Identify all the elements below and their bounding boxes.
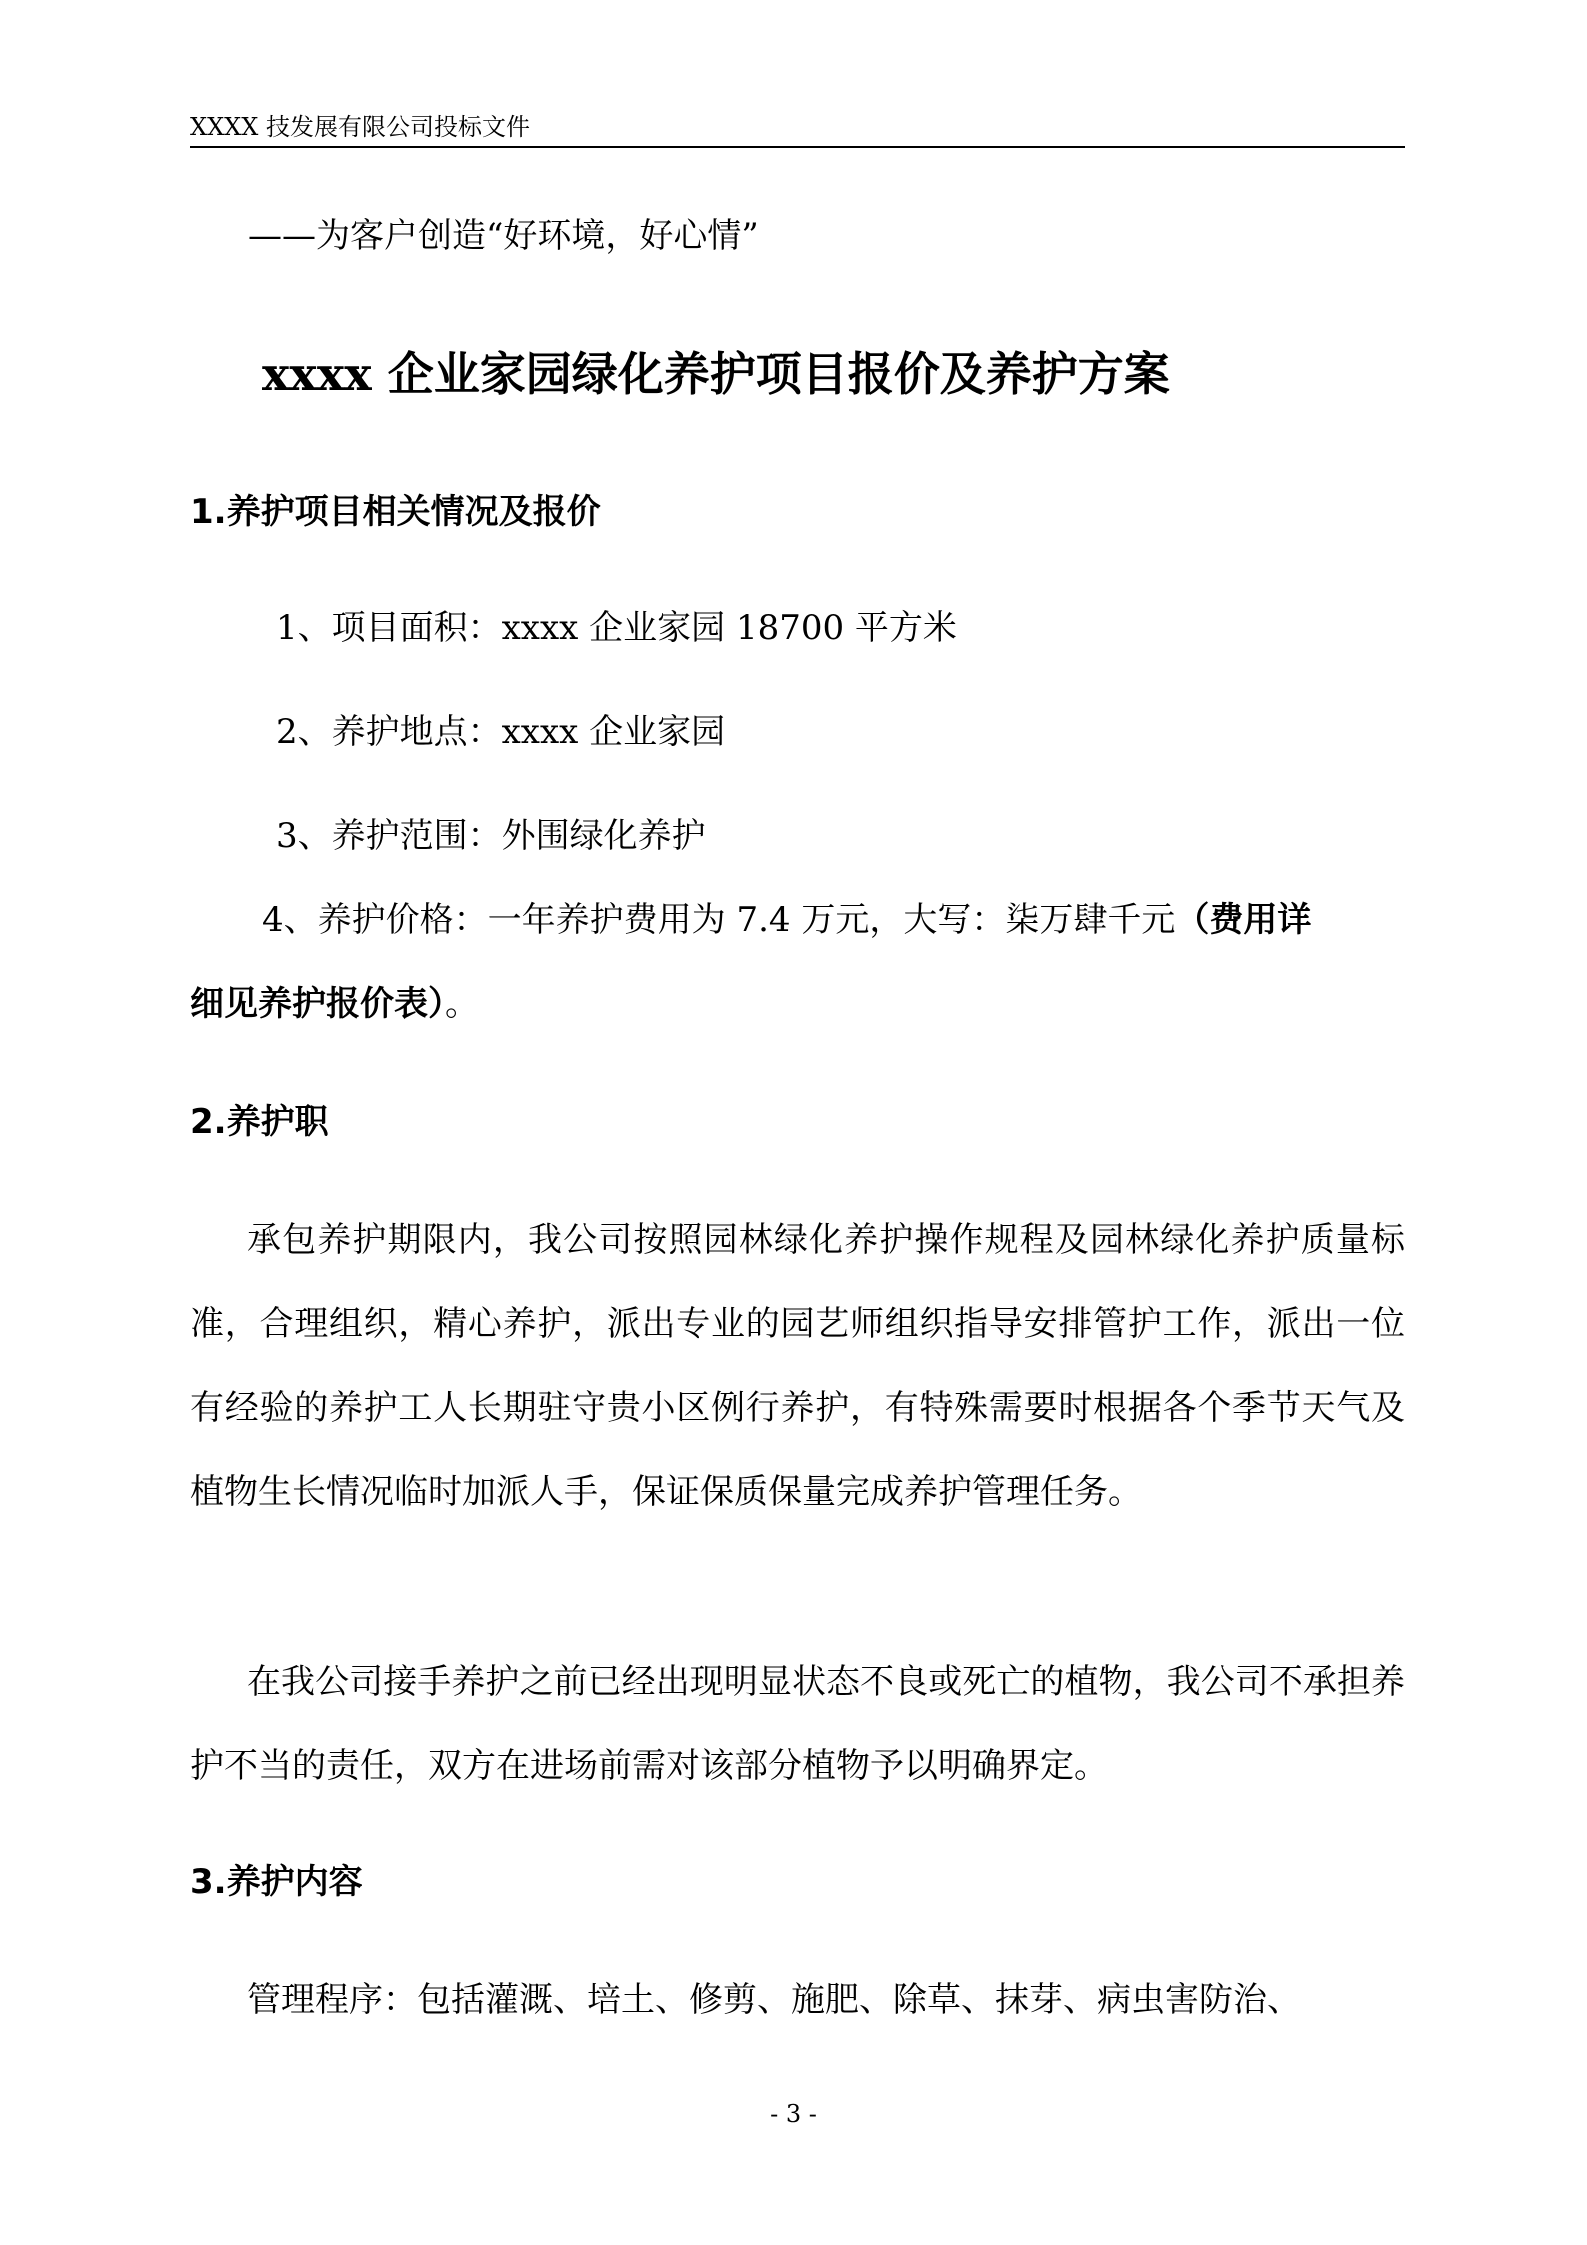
slogan: ——为客户创造“好环境，好心情” xyxy=(248,216,759,256)
price-note-end: 。 xyxy=(445,984,479,1024)
document-title: xxxx 企业家园绿化养护项目报价及养护方案 xyxy=(262,347,1170,401)
section-3-heading: 3.养护内容 xyxy=(190,1862,363,1902)
list-item-scope: 3、养护范围：外围绿化养护 xyxy=(276,816,706,856)
section-2-paragraph-2: 在我公司接手养护之前已经出现明显状态不良或死亡的植物，我公司不承担养护不当的责任，双方在进场前需对该部分植物予以明确界定。 xyxy=(190,1662,1405,1786)
section-2-heading: 2.养护职 xyxy=(190,1102,329,1142)
list-item-area: 1、项目面积：xxxx 企业家园 18700 平方米 xyxy=(276,608,957,648)
price-note-bold-start: （费用详 xyxy=(1175,900,1312,940)
price-note-bold-end: 细见养护报价表） xyxy=(190,984,445,1024)
section-3-paragraph: 管理程序：包括灌溉、培土、修剪、施肥、除草、抹芽、病虫害防治、 xyxy=(247,1980,1301,2020)
list-item-price xyxy=(262,890,1311,950)
price-note-continued xyxy=(190,974,479,1034)
price-text: 4、养护价格：一年养护费用为 7.4 万元，大写：柒万肆千元 xyxy=(262,900,1176,940)
list-item-location: 2、养护地点：xxxx 企业家园 xyxy=(276,712,726,752)
page-number: - 3 - xyxy=(770,2100,817,2128)
section-1-heading: 1.养护项目相关情况及报价 xyxy=(190,492,601,532)
page-header: XXXX 技发展有限公司投标文件 xyxy=(190,108,1405,148)
section-2-paragraph-1: 承包养护期限内，我公司按照园林绿化养护操作规程及园林绿化养护质量标准，合理组织，精心养护，派出专业的园艺师组织指导安排管护工作，派出一位有经验的养护工人长期驻守贵小区例行养护，有特殊需要时根据各个季节天气及植物生长情况临时加派人手，保证保质保量完成养护管理任务。 xyxy=(190,1220,1405,1512)
